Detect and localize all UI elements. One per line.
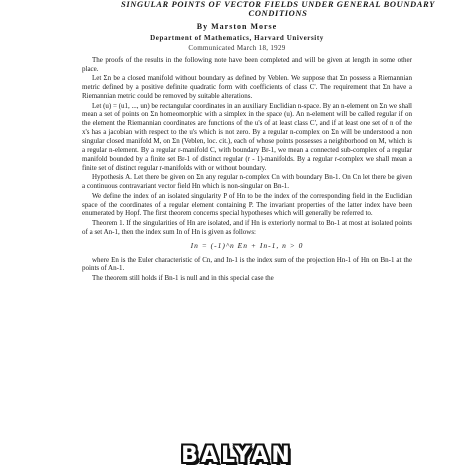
author-line: By Marston Morse: [196, 22, 278, 31]
paragraph-closing: The theorem still holds if Bn-1 is null and in this special case the: [92, 273, 274, 282]
paragraph-hypothesis: Hypothesis A. Let there be given on Σn any regular n-complex Cn with boundary Bn-1. On Cn let there be given a continuous contravariant vector field Hn which is non-singular on Bn-1.: [82, 173, 412, 191]
paragraph-definitions: Let (u) = (u1, ..., un) be rectangular coordinates in an auxiliary Euclidian n-space. By an n-element on Σn we shall mean a set of points on Σn homeomorphic with a simplex in the space (u). An n-element will be called regular if on the element the Riemannian coordinates are functions of the u's of at least class C', and if at least one set of n of the x's has a jacobian with respect to the u's which is not zero. By a regular n-complex on Σn will be understood a non singular closed manifold M, on Σn (Veblen, loc. cit.), each of whose points possesses a neighborhood on M, which is a regular n-element. By a regular r-manifold C, with boundary Br-1, we mean a connected sub-complex of a regular manifold bounded by a finite set Br-1 of distinct regular (r - 1)-manifolds. By a regular r-complex we shall mean a finite set of distinct regular r-manifolds with or without boundary.: [82, 101, 412, 172]
paragraph-intro: The proofs of the results in the following note have been completed and will be given at length in some other place.: [82, 56, 412, 73]
paper-title: SINGULAR POINTS OF VECTOR FIELDS UNDER GENERAL BOUNDARY CONDITIONS: [121, 0, 435, 18]
department-line: Department of Mathematics, Harvard University: [150, 34, 324, 42]
watermark-logo: BALYAN: [181, 443, 293, 468]
communicated-date: Communicated March 18, 1929: [188, 44, 286, 52]
paragraph-theorem: Theorem 1. If the singularities of Hn are isolated, and if Hn is exteriorly normal to Bn-1 at most at isolated points of a set An-1, then the index sum In of Hn is given as follows:: [82, 218, 412, 236]
paper-body: [82, 56, 412, 283]
paragraph-euler: where En is the Euler characteristic of Cn, and In-1 is the index sum of the projection Hn-1 of Hn on Bn-1 at the points of An-1.: [82, 255, 412, 273]
paragraph-manifold: Let Σn be a closed manifold without boundary as defined by Veblen. We suppose that Σn possess a Riemannian metric defined by a positive definite quadratic form with coefficients of class C'. The requirement that Σn have a Riemannian metric could be removed by suitable alterations.: [82, 74, 412, 101]
index-formula: In = (-1)^n En + In-1, n > 0: [190, 240, 304, 250]
paragraph-index: We define the index of an isolated singularity P of Hn to be the index of the corresponding field in the Euclidian space of the coordinates of a regular element containing P. The invariant properties of the latter index have been enumerated by Hopf. The first theorem concerns special hypotheses which will generally be referred to.: [82, 191, 412, 218]
